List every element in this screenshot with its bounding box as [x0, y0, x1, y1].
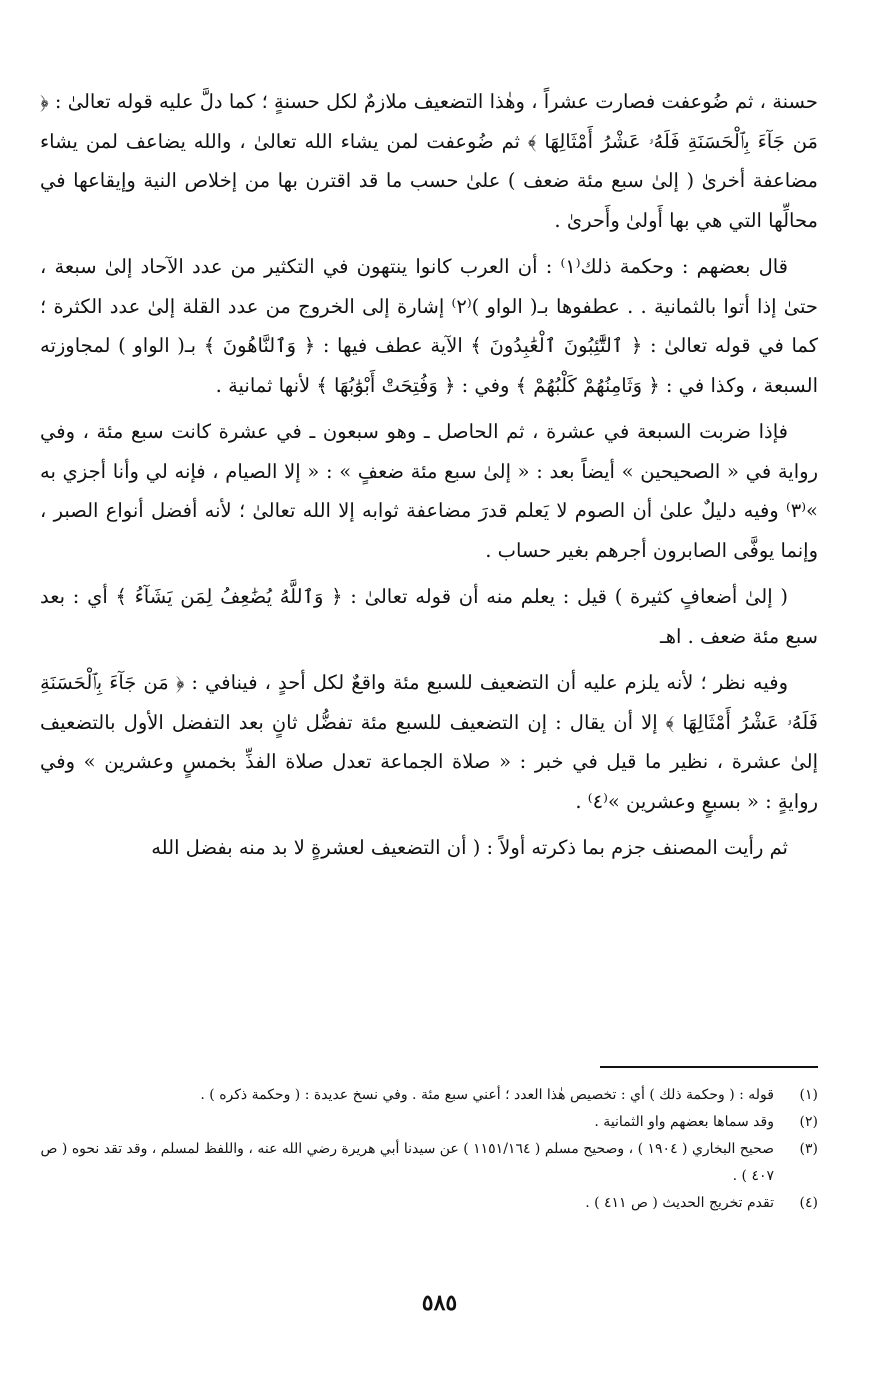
- footnote-text: صحيح البخاري ( ١٩٠٤ ) ، وصحيح مسلم ( ١١٥١/١٦٤ ) عن سيدنا أبي هريرة رضي الله عنه ، واللفظ لمسلم ، وقد تقد نحوه ( ص ٤٠٧ ) .: [40, 1141, 774, 1184]
- page-number: ٥٨٥: [421, 1290, 458, 1316]
- footnote-text: قوله : ( وحكمة ذلك ) أي : تخصيص هٰذا العدد ؛ أعني سبع مئة . وفي نسخ عديدة : ( وحكمة ذكره ) .: [200, 1087, 774, 1103]
- paragraph: قال بعضهم : وحكمة ذلك⁽١⁾ : أن العرب كانوا ينتهون في التكثير من عدد الآحاد إلىٰ سبعة ، حتىٰ إذا أتوا بالثمانية . . عطفوها بـ( الواو )⁽٢⁾ إشارة إلى الخروج من عدد القلة إلىٰ عدد الكثرة ؛ كما في قوله تعالىٰ : ﴿ ٱلتَّٰٓئِبُونَ ٱلْعَٰبِدُونَ ﴾ الآية عطف فيها : ﴿ وَٱلنَّاهُونَ ﴾ بـ( الواو ) لمجاوزته السبعة ، وكذا في : ﴿ وَثَامِنُهُمْ كَلْبُهُمْ ﴾ وفي : ﴿ وَفُتِحَتْ أَبْوَٰبُهَا ﴾ لأنها ثمانية .: [40, 255, 818, 397]
- footnote-text: وقد سماها بعضهم واو الثمانية .: [594, 1114, 774, 1130]
- paragraph: فإذا ضربت السبعة في عشرة ، ثم الحاصل ـ وهو سبعون ـ في عشرة كانت سبع مئة ، وفي رواية في « الصحيحين » أيضاً بعد : « إلىٰ سبع مئة ضعفٍ » : « إلا الصيام ، فإنه لي وأنا أجزي به »⁽٣⁾ وفيه دليلٌ علىٰ أن الصوم لا يَعلم قدرَ مضاعفة ثوابه إلا الله تعالىٰ ؛ لأنه أفضل أنواع الصبر ، وإنما يوفَّى الصابرون أجرهم بغير حساب .: [40, 420, 818, 562]
- paragraph: ثم رأيت المصنف جزم بما ذكرته أولاً : ( أن التضعيف لعشرةٍ لا بد منه بفضل الله: [151, 836, 788, 859]
- footnotes: [40, 1082, 818, 1217]
- footnote: [40, 1082, 818, 1109]
- footnote: [40, 1190, 818, 1217]
- footnote-number: (٤): [799, 1195, 818, 1211]
- footnote-text: تقدم تخريج الحديث ( ص ٤١١ ) .: [585, 1195, 774, 1211]
- main-text: [40, 82, 818, 875]
- paragraph: حسنة ، ثم ضُوعفت فصارت عشراً ، وهٰذا التضعيف ملازمٌ لكل حسنةٍ ؛ كما دلَّ عليه قوله تعالىٰ : ﴿ مَن جَآءَ بِٱلْحَسَنَةِ فَلَهُۥ عَشْرُ أَمْثَالِهَا ﴾ ثم ضُوعفت لمن يشاء الله تعالىٰ ، والله يضاعف لمن يشاء مضاعفة أخرىٰ ( إلىٰ سبع مئة ضعف ) علىٰ حسب ما قد اقترن بها من إخلاص النية وإيقاعها في محالِّها التي هي بها أَولىٰ وأَحرىٰ .: [40, 90, 818, 232]
- footnote: [40, 1109, 818, 1136]
- footnote-number: (١): [799, 1087, 818, 1103]
- footnote: [40, 1136, 818, 1190]
- paragraph: وفيه نظر ؛ لأنه يلزم عليه أن التضعيف للسبع مئة واقعٌ لكل أحدٍ ، فينافي : ﴿ مَن جَآءَ بِٱلْحَسَنَةِ فَلَهُۥ عَشْرُ أَمْثَالِهَا ﴾ إلا أن يقال : إن التضعيف للسبع مئة تفضُّل ثانٍ بعد التفضل الأول بالتضعيف إلىٰ عشرة ، نظير ما قيل في خبر : « صلاة الجماعة تعدل صلاة الفذِّ بخمسٍ وعشرين » وفي روايةٍ : « بسبعٍ وعشرين »⁽٤⁾ .: [40, 671, 818, 813]
- footnote-number: (٣): [799, 1141, 818, 1157]
- footnote-number: (٢): [799, 1114, 818, 1130]
- paragraph: ( إلىٰ أضعافٍ كثيرة ) قيل : يعلم منه أن قوله تعالىٰ : ﴿ وَٱللَّهُ يُضَٰعِفُ لِمَن يَشَآءُ ﴾ أي : بعد سبع مئة ضعف . اهـ: [40, 585, 818, 648]
- footnote-separator: [600, 1066, 818, 1068]
